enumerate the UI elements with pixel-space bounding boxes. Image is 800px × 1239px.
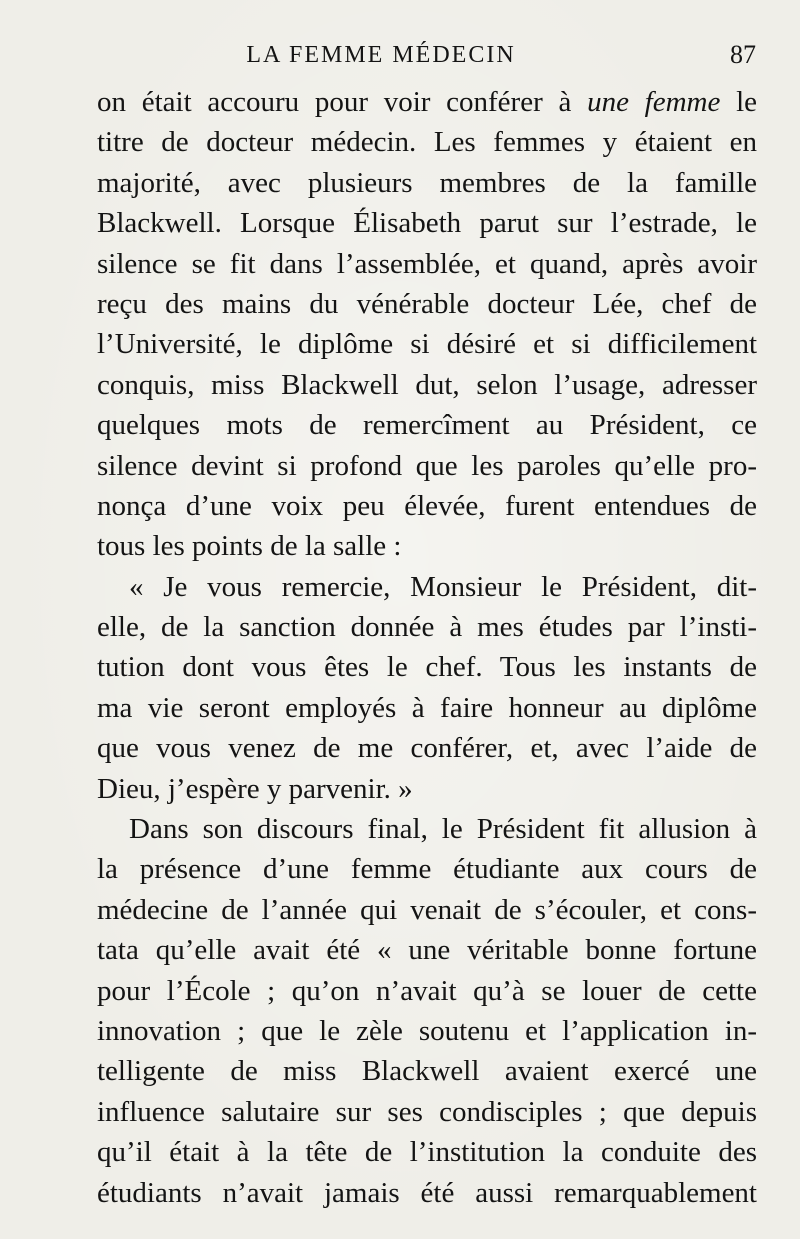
text-line: Dieu, j’espère y parvenir. »	[97, 772, 413, 805]
running-head	[96, 38, 756, 74]
text-line: silence devint si profond que les paroles qu’elle pro-	[97, 449, 757, 482]
text-line: elle, de la sanction donnée à mes études par l’insti-	[97, 611, 757, 644]
text-line: titre de docteur médecin. Les femmes y étaient en	[97, 126, 757, 159]
text-line: quelques mots de remercîment au Président, ce	[97, 409, 757, 442]
text-line: pour l’École ; qu’on n’avait qu’à se louer de cette	[97, 974, 757, 1007]
text-line: reçu des mains du vénérable docteur Lée, chef de	[97, 287, 757, 320]
text-line: la présence d’une femme étudiante aux cours de	[97, 853, 757, 886]
text-line: tous les points de la salle :	[97, 530, 402, 563]
body-text	[97, 82, 757, 1213]
text-line: médecine de l’année qui venait de s’écouler, et cons-	[97, 893, 757, 926]
text-line: Dans son discours final, le Président fit allusion à	[129, 813, 757, 846]
text-line: que vous venez de me conférer, et, avec l’aide de	[97, 732, 757, 765]
text-line: majorité, avec plusieurs membres de la famille	[97, 166, 757, 199]
text-line: tution dont vous êtes le chef. Tous les instants de	[97, 651, 757, 684]
text-line: qu’il était à la tête de l’institution la conduite des	[97, 1136, 757, 1169]
text-line: ma vie seront employés à faire honneur au diplôme	[97, 691, 757, 724]
text-line: nonça d’une voix peu élevée, furent entendues de	[97, 489, 757, 522]
text-line: on était accouru pour voir conférer à une femme le	[97, 86, 757, 118]
text-line: telligente de miss Blackwell avaient exercé une	[97, 1055, 757, 1088]
text-line: influence salutaire sur ses condisciples ; que depuis	[97, 1095, 757, 1128]
text-line: Blackwell. Lorsque Élisabeth parut sur l’estrade, le	[97, 207, 757, 240]
text-line: étudiants n’avait jamais été aussi remarquablement	[97, 1176, 757, 1209]
text-line: silence se fit dans l’assemblée, et quand, après avoir	[97, 247, 757, 280]
text-line: l’Université, le diplôme si désiré et si difficilement	[97, 328, 757, 361]
text-line: « Je vous remercie, Monsieur le Président, dit-	[129, 570, 757, 603]
page-number: 87	[730, 40, 756, 69]
text-line: tata qu’elle avait été « une véritable bonne fortune	[97, 934, 757, 967]
running-title: LA FEMME MÉDECIN	[246, 42, 516, 68]
text-line: innovation ; que le zèle soutenu et l’application in-	[97, 1014, 757, 1047]
text-line: conquis, miss Blackwell dut, selon l’usage, adresser	[97, 368, 757, 401]
